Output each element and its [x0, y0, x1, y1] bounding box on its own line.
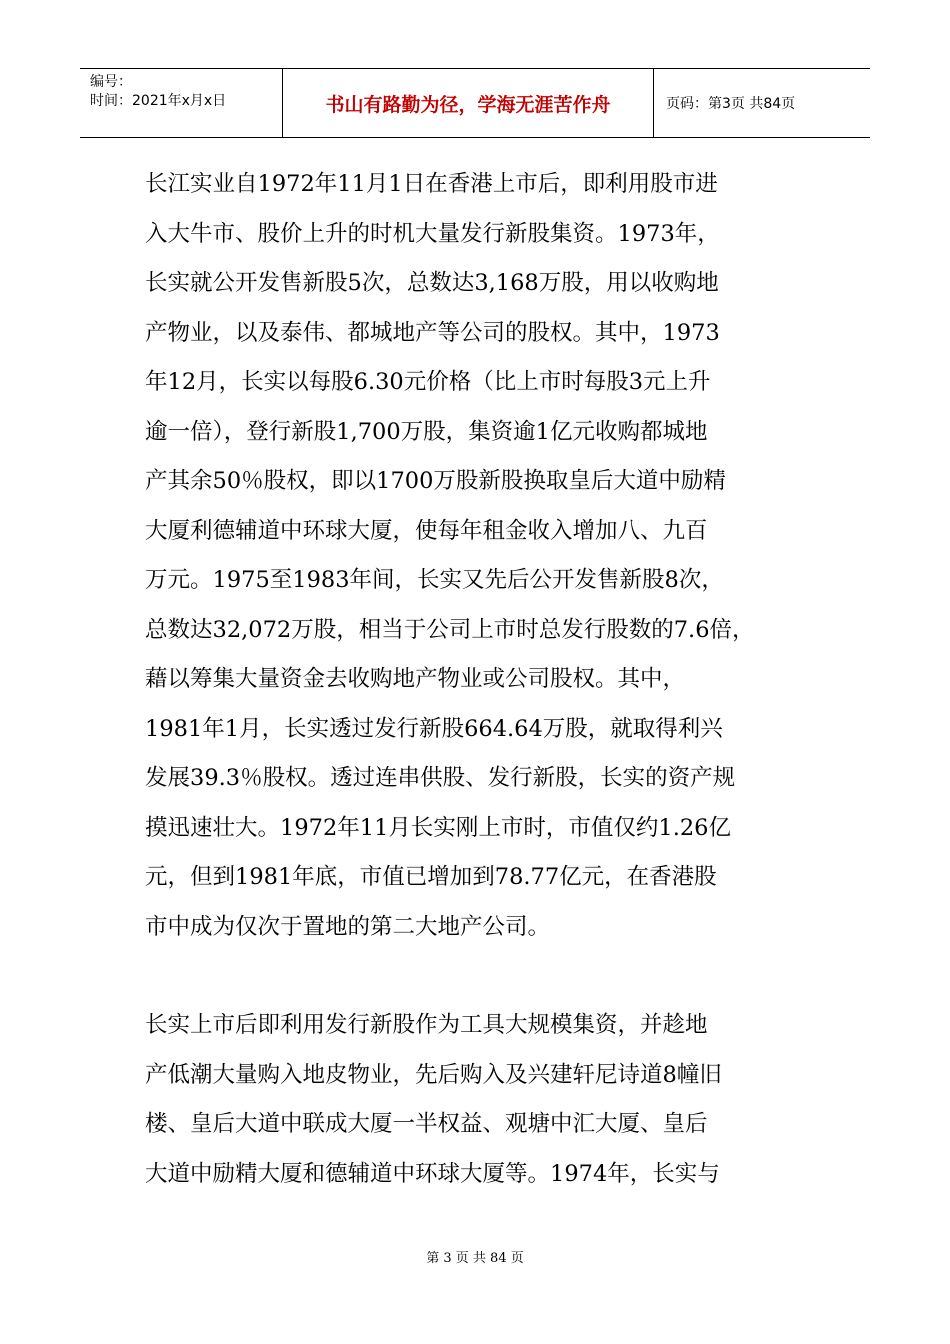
text-line: 长江实业自1972年11月1日在香港上市后，即利用股市进: [145, 171, 718, 197]
text-line: 发展39.3％股权。透过连串供股、发行新股，长实的资产规: [145, 765, 736, 791]
text-line: 大厦利德辅道中环球大厦，使每年租金收入增加八、九百: [145, 517, 708, 544]
text-line: 1981年1月，长实透过发行新股664.64万股，就取得利兴: [145, 715, 723, 742]
text-line: 市中成为仅次于置地的第二大地产公司。: [145, 913, 551, 940]
text-line: 产物业，以及泰伟、都城地产等公司的股权。其中，1973: [145, 319, 720, 346]
text-line: 产其余50％股权，即以1700万股新股换取皇后大道中励精: [145, 468, 726, 494]
page-info-text: 页码：第3页 共84页: [666, 96, 796, 112]
text-line: 摸迅速壮大。1972年11月长实刚上市时，市值仅约1.26亿: [145, 814, 731, 841]
paragraph-2: [145, 1001, 820, 1199]
page-footer: [0, 1247, 950, 1266]
paragraph-1: [145, 160, 820, 952]
text-line: 入大牛市、股价上升的时机大量发行新股集资。1973年，: [145, 220, 720, 247]
text-line: 楼、皇后大道中联成大厦一半权益、观塘中汇大厦、皇后: [145, 1111, 708, 1137]
text-line: 长实上市后即利用发行新股作为工具大规模集资，并趁地: [145, 1012, 708, 1038]
footer-page-number: 第 3 页 共 84 页: [426, 1251, 524, 1266]
text-line: 大道中励精大厦和德辅道中环球大厦等。1974年，长实与: [145, 1160, 720, 1187]
header-meta: [80, 69, 283, 137]
text-line: 年12月，长实以每股6.30元价格（比上市时每股3元上升: [145, 369, 711, 395]
motto-text: 书山有路勤为径，学海无涯苦作舟: [325, 93, 611, 116]
text-line: 万元。1975至1983年间，长实又先后公开发售新股8次，: [145, 567, 724, 593]
number-label: 编号：: [90, 74, 132, 90]
text-line: 元，但到1981年底，市值已增加到78.77亿元，在香港股: [145, 864, 717, 890]
text-line: 逾一倍），登行新股1,700万股，集资逾1亿元收购都城地: [145, 418, 708, 445]
header-motto: [283, 69, 654, 137]
text-line: 产低潮大量购入地皮物业，先后购入及兴建轩尼诗道8幢旧: [145, 1061, 722, 1088]
text-line: 总数达32,072万股，相当于公司上市时总发行股数的7.6倍，: [145, 616, 755, 643]
time-label: 时间：2021年x月x日: [90, 93, 227, 109]
text-line: 长实就公开发售新股5次，总数达3,168万股，用以收购地: [145, 270, 719, 296]
header-page-info: [654, 69, 870, 137]
text-line: 藉以筹集大量资金去收购地产物业或公司股权。其中，: [145, 666, 686, 692]
document-body: [145, 160, 820, 1199]
page-header: [80, 68, 870, 138]
